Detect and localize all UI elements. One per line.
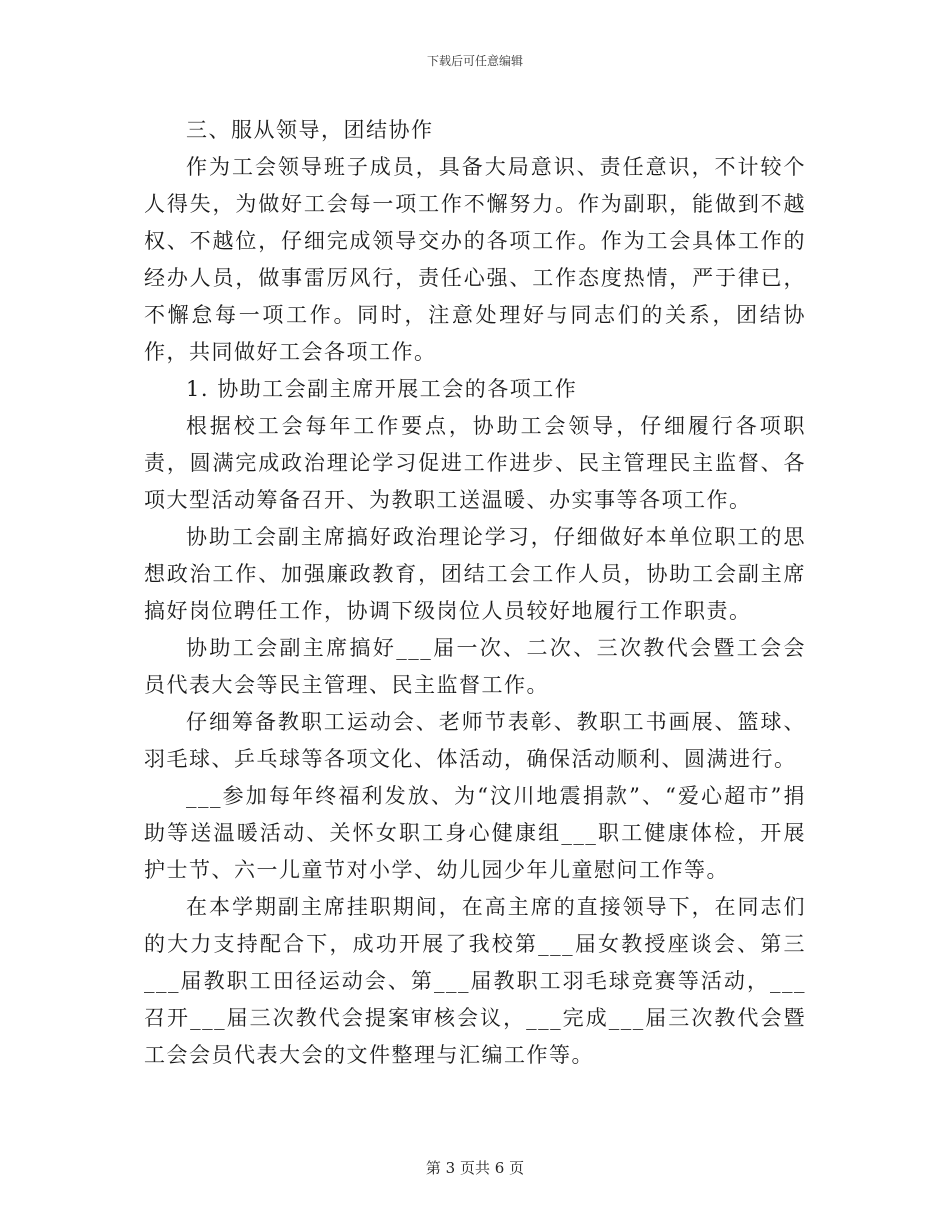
paragraph: 协助工会副主席搞好___届一次、二次、三次教代会暨工会会员代表大会等民主管理、民主监督工作。 [144, 636, 806, 697]
document-body [144, 112, 806, 1074]
paragraph: 在本学期副主席挂职期间，在高主席的直接领导下，在同志们的大力支持配合下，成功开展了我校第___届女教授座谈会、第三___届教职工田径运动会、第___届教职工羽毛球竞赛等活动，___召开___届三次教代会提案审核会议，___完成___届三次教代会暨工会会员代表大会的文件整理与汇编工作等。 [144, 895, 806, 1067]
section-heading: 三、服从领导，团结协作 [186, 118, 434, 142]
page-number: 第 3 页共 6 页 [425, 1159, 525, 1177]
paragraph: ___参加每年终福利发放、为“汶川地震捐款”、“爱心超市”捐助等送温暖活动、关怀女职工身心健康组___职工健康体检，开展护士节、六一儿童节对小学、幼儿园少年儿童慰问工作等。 [144, 784, 806, 882]
paragraph: 根据校工会每年工作要点，协助工会领导，仔细履行各项职责，圆满完成政治理论学习促进工作进步、民主管理民主监督、各项大型活动筹备召开、为教职工送温暖、办实事等各项工作。 [144, 414, 806, 512]
paragraph: 协助工会副主席搞好政治理论学习，仔细做好本单位职工的思想政治工作、加强廉政教育，团结工会工作人员，协助工会副主席搞好岗位聘任工作，协调下级岗位人员较好地履行工作职责。 [144, 525, 806, 623]
page-header: 下载后可任意编辑 [426, 54, 523, 68]
paragraph: 作为工会领导班子成员，具备大局意识、责任意识，不计较个人得失，为做好工会每一项工作不懈努力。作为副职，能做到不越权、不越位，仔细完成领导交办的各项工作。作为工会具体工作的经办人员，做事雷厉风行，责任心强、工作态度热情，严于律已，不懈怠每一项工作。同时，注意处理好与同志们的关系，团结协作，共同做好工会各项工作。 [144, 155, 806, 364]
paragraph: 仔细筹备教职工运动会、老师节表彰、教职工书画展、篮球、羽毛球、乒乓球等各项文化、体活动，确保活动顺利、圆满进行。 [144, 710, 806, 771]
subsection-heading: 1. 协助工会副主席开展工会的各项工作 [186, 377, 578, 401]
